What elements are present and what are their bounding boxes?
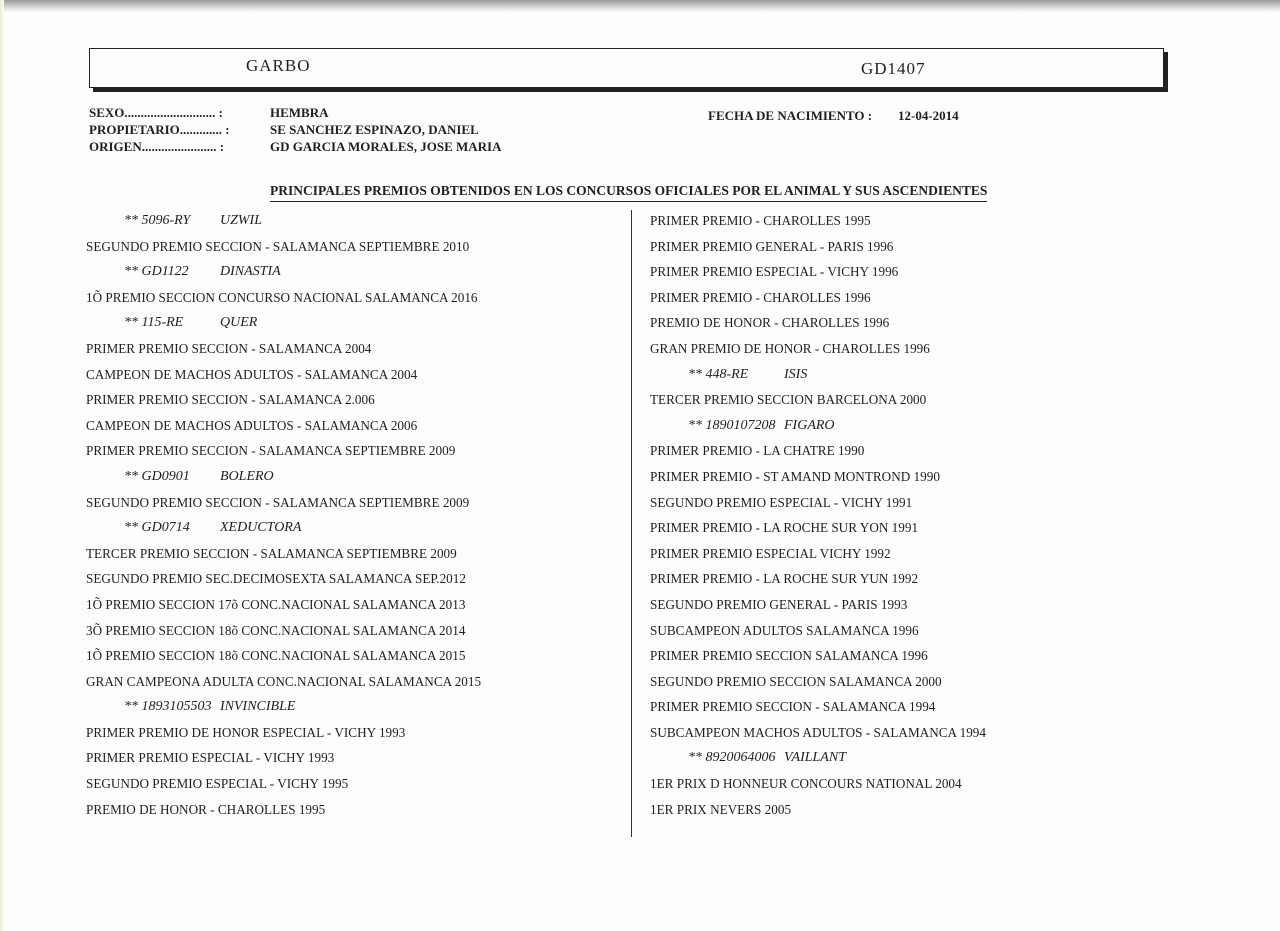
prize-entry: PRIMER PREMIO ESPECIAL VICHY 1992 bbox=[650, 545, 891, 561]
prize-entry: PRIMER PREMIO - ST AMAND MONTROND 1990 bbox=[650, 468, 940, 484]
prize-entry: 3Õ PREMIO SECCION 18õ CONC.NACIONAL SALAMANCA 2014 bbox=[86, 622, 466, 638]
ancestor-entry bbox=[650, 750, 986, 776]
sex-value: HEMBRA bbox=[270, 105, 329, 120]
prize-entry: PRIMER PREMIO - CHAROLLES 1995 bbox=[650, 213, 871, 228]
prize-entry: SEGUNDO PREMIO SECCION - SALAMANCA SEPTIEMBRE 2009 bbox=[86, 494, 470, 510]
ancestor-entry bbox=[86, 315, 481, 341]
ancestor-code: ** 448-RE bbox=[688, 366, 749, 382]
ancestor-entry bbox=[650, 367, 986, 393]
ancestor-code: ** GD1122 bbox=[124, 264, 189, 280]
prize-entry: 1Õ PREMIO SECCION 17õ CONC.NACIONAL SALAMANCA 2013 bbox=[86, 596, 466, 612]
ancestor-name: UZWIL bbox=[220, 213, 263, 228]
ancestor-name: VAILLANT bbox=[784, 750, 846, 766]
prize-entry: PRIMER PREMIO - LA ROCHE SUR YON 1991 bbox=[650, 520, 919, 536]
prize-entry: 1Õ PREMIO SECCION 18õ CONC.NACIONAL SALAMANCA 2015 bbox=[86, 648, 466, 664]
prize-entry: SEGUNDO PREMIO SECCION - SALAMANCA SEPTIEMBRE 2010 bbox=[86, 238, 470, 254]
ancestor-entry bbox=[86, 469, 481, 495]
owner-label: PROPIETARIO............. : bbox=[89, 122, 230, 137]
scan-top-edge bbox=[0, 0, 1280, 12]
prize-entry: SEGUNDO PREMIO ESPECIAL - VICHY 1991 bbox=[650, 494, 913, 510]
birth-date-value: 12-04-2014 bbox=[898, 108, 959, 123]
ancestor-entry bbox=[86, 264, 481, 290]
animal-header bbox=[89, 48, 1164, 88]
info-values bbox=[270, 104, 502, 155]
ancestor-name: ISIS bbox=[784, 366, 808, 382]
prize-entry: PRIMER PREMIO - LA ROCHE SUR YUN 1992 bbox=[650, 571, 919, 587]
prize-entry: PRIMER PREMIO GENERAL - PARIS 1996 bbox=[650, 238, 894, 254]
origin-label: ORIGEN....................... : bbox=[89, 139, 225, 154]
prize-entry: SEGUNDO PREMIO SEC.DECIMOSEXTA SALAMANCA SEP.2012 bbox=[86, 571, 466, 587]
prize-entry: PRIMER PREMIO SECCION - SALAMANCA 2004 bbox=[86, 340, 372, 356]
prize-entry: PREMIO DE HONOR - CHAROLLES 1995 bbox=[86, 801, 326, 817]
prize-entry: CAMPEON DE MACHOS ADULTOS - SALAMANCA 2004 bbox=[86, 366, 418, 382]
ancestor-name: DINASTIA bbox=[220, 264, 281, 280]
ancestor-name: BOLERO bbox=[220, 468, 274, 484]
ancestor-entry bbox=[86, 520, 481, 546]
prize-entry: PRIMER PREMIO - CHAROLLES 1996 bbox=[650, 289, 871, 305]
prize-entry: PREMIO DE HONOR - CHAROLLES 1996 bbox=[650, 315, 890, 331]
origin-value: GD GARCIA MORALES, JOSE MARIA bbox=[270, 139, 502, 154]
owner-value: SE SANCHEZ ESPINAZO, DANIEL bbox=[270, 122, 479, 137]
ancestor-code: ** 1890107208 bbox=[688, 417, 776, 433]
prize-entry: 1ER PRIX NEVERS 2005 bbox=[650, 801, 792, 817]
ancestor-code: ** 1893105503 bbox=[124, 699, 212, 715]
ancestor-code: ** 5096-RY bbox=[124, 213, 191, 228]
prize-entry: PRIMER PREMIO ESPECIAL - VICHY 1996 bbox=[650, 264, 899, 280]
ancestor-name: XEDUCTORA bbox=[220, 520, 302, 536]
prize-entry: SEGUNDO PREMIO ESPECIAL - VICHY 1995 bbox=[86, 776, 349, 792]
left-prize-column bbox=[86, 213, 481, 827]
prize-entry: CAMPEON DE MACHOS ADULTOS - SALAMANCA 2006 bbox=[86, 417, 418, 433]
prize-entry: PRIMER PREMIO SECCION - SALAMANCA 1994 bbox=[650, 699, 936, 715]
prize-entry: PRIMER PREMIO SECCION - SALAMANCA 2.006 bbox=[86, 392, 375, 408]
ancestor-name: INVINCIBLE bbox=[220, 699, 296, 715]
prize-entry: PRIMER PREMIO SECCION - SALAMANCA SEPTIEMBRE 2009 bbox=[86, 443, 456, 459]
prize-entry: SEGUNDO PREMIO GENERAL - PARIS 1993 bbox=[650, 596, 908, 612]
prize-entry: GRAN CAMPEONA ADULTA CONC.NACIONAL SALAMANCA 2015 bbox=[86, 673, 482, 689]
ancestor-code: ** GD0901 bbox=[124, 468, 190, 484]
ancestor-name: FIGARO bbox=[784, 417, 835, 433]
column-divider bbox=[631, 210, 632, 837]
prize-entry: 1Õ PREMIO SECCION CONCURSO NACIONAL SALAMANCA 2016 bbox=[86, 289, 478, 305]
animal-code: GD1407 bbox=[861, 59, 926, 78]
ancestor-code: ** GD0714 bbox=[124, 520, 190, 536]
right-prize-column bbox=[650, 213, 986, 827]
section-title: PRINCIPALES PREMIOS OBTENIDOS EN LOS CONCURSOS OFICIALES POR EL ANIMAL Y SUS ASCENDIENTES bbox=[270, 183, 987, 202]
prize-entry: PRIMER PREMIO DE HONOR ESPECIAL - VICHY 1993 bbox=[86, 724, 406, 740]
prize-entry: PRIMER PREMIO - LA CHATRE 1990 bbox=[650, 443, 865, 459]
ancestor-entry bbox=[86, 213, 481, 239]
prize-entry: TERCER PREMIO SECCION BARCELONA 2000 bbox=[650, 392, 927, 408]
ancestor-code: ** 115-RE bbox=[124, 315, 184, 331]
scan-left-edge bbox=[0, 0, 4, 931]
prize-entry: SEGUNDO PREMIO SECCION SALAMANCA 2000 bbox=[650, 673, 942, 689]
info-labels bbox=[89, 104, 230, 155]
sex-label: SEXO............................ : bbox=[89, 105, 223, 120]
animal-name: GARBO bbox=[246, 56, 311, 75]
prize-entry: PRIMER PREMIO ESPECIAL - VICHY 1993 bbox=[86, 750, 335, 766]
prize-entry: SUBCAMPEON ADULTOS SALAMANCA 1996 bbox=[650, 622, 919, 638]
ancestor-name: QUER bbox=[220, 315, 258, 331]
ancestor-entry bbox=[650, 418, 986, 444]
ancestor-entry bbox=[86, 699, 481, 725]
prize-entry: SUBCAMPEON MACHOS ADULTOS - SALAMANCA 1994 bbox=[650, 724, 986, 740]
birth-date-label: FECHA DE NACIMIENTO : bbox=[708, 108, 873, 123]
prize-entry: TERCER PREMIO SECCION - SALAMANCA SEPTIEMBRE 2009 bbox=[86, 545, 457, 561]
prize-entry: 1ER PRIX D HONNEUR CONCOURS NATIONAL 2004 bbox=[650, 776, 962, 792]
prize-entry: GRAN PREMIO DE HONOR - CHAROLLES 1996 bbox=[650, 340, 930, 356]
prize-entry: PRIMER PREMIO SECCION SALAMANCA 1996 bbox=[650, 648, 928, 664]
ancestor-code: ** 8920064006 bbox=[688, 750, 776, 766]
